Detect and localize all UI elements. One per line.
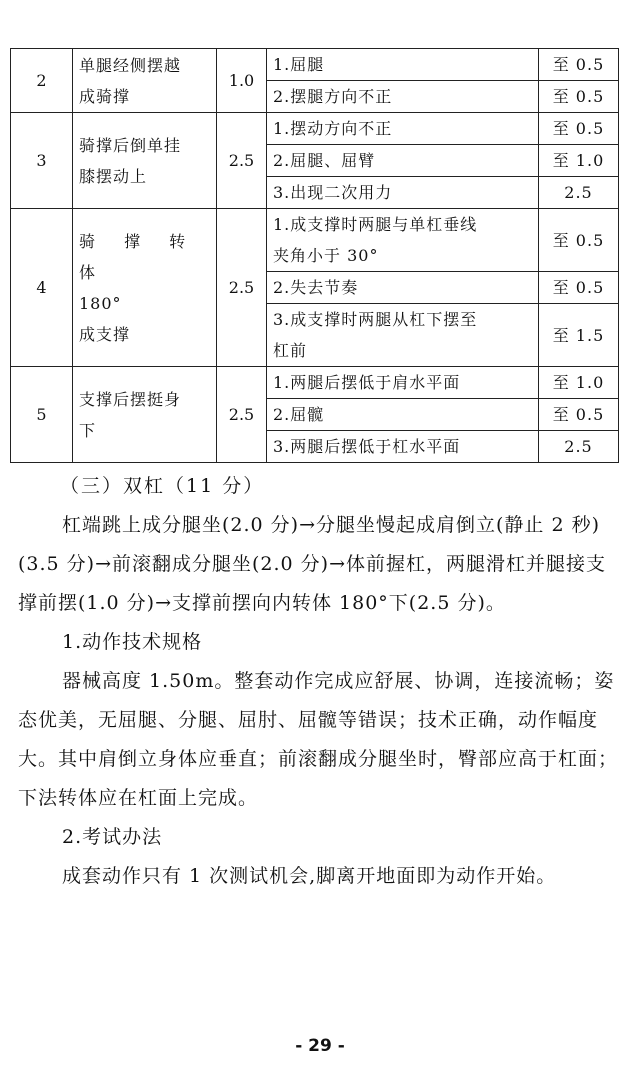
error-description-line: 2.摆腿方向不正 xyxy=(273,87,393,106)
error-description xyxy=(267,272,539,304)
movement-score: 2.5 xyxy=(217,209,267,367)
deduction-table xyxy=(10,48,619,463)
deduction-value: 至 0.5 xyxy=(539,49,619,81)
deduction-value: 2.5 xyxy=(539,431,619,463)
error-description xyxy=(267,304,539,367)
subheading-exam-method: 2.考试办法 xyxy=(62,826,163,848)
error-description xyxy=(267,399,539,431)
movement-score: 2.5 xyxy=(217,367,267,463)
error-description-line: 2.屈腿、屈臂 xyxy=(273,151,376,170)
table-row xyxy=(11,209,619,272)
error-description xyxy=(267,81,539,113)
error-description-line: 1.两腿后摆低于肩水平面 xyxy=(273,373,461,392)
movement-name-line: 骑撑后倒单挂 xyxy=(79,135,182,155)
error-description xyxy=(267,49,539,81)
deduction-value: 至 1.0 xyxy=(539,367,619,399)
movement-name xyxy=(73,367,217,463)
movement-score: 2.5 xyxy=(217,113,267,209)
paragraph-exam-method: 成套动作只有 1 次测试机会,脚离开地面即为动作开始。 xyxy=(62,865,557,887)
movement-name-line: 单腿经侧摆越 xyxy=(79,55,182,75)
deduction-value: 至 1.5 xyxy=(539,304,619,367)
error-description-line: 2.失去节奏 xyxy=(273,278,359,297)
item-number: 2 xyxy=(11,49,73,113)
error-description xyxy=(267,367,539,399)
movement-name-line: 成骑撑 xyxy=(79,86,131,106)
error-description-line: 3.出现二次用力 xyxy=(273,183,393,202)
deduction-value: 至 1.0 xyxy=(539,145,619,177)
movement-name xyxy=(73,113,217,209)
movement-name-line: 180° xyxy=(79,293,122,313)
deduction-value: 至 0.5 xyxy=(539,272,619,304)
subheading-technical-spec: 1.动作技术规格 xyxy=(62,631,203,653)
table-row xyxy=(11,49,619,81)
page-number: - 29 - xyxy=(295,1036,345,1056)
section-heading: （三）双杠（11 分） xyxy=(60,475,265,497)
movement-score: 1.0 xyxy=(217,49,267,113)
error-description-line: 3.成支撑时两腿从杠下摆至 xyxy=(273,310,478,329)
error-description xyxy=(267,113,539,145)
movement-name-line: 膝摆动上 xyxy=(79,166,148,186)
paragraph-routine: 杠端跳上成分腿坐(2.0 分)→分腿坐慢起成肩倒立(静止 2 秒)(3.5 分)→前滚翻成分腿坐(2.0 分)→体前握杠，两腿滑杠并腿接支撑前摆(1.0 分)→支撑前摆向内转体 180°下(2.5 分)。 xyxy=(18,514,607,614)
movement-name-line: 成支撑 xyxy=(79,324,131,344)
error-description xyxy=(267,145,539,177)
item-number: 4 xyxy=(11,209,73,367)
error-description-line: 3.两腿后摆低于杠水平面 xyxy=(273,437,461,456)
movement-name xyxy=(73,49,217,113)
paragraph-technical-spec: 器械高度 1.50m。整套动作完成应舒展、协调，连接流畅；姿态优美，无屈腿、分腿、屈肘、屈髋等错误；技术正确，动作幅度大。其中肩倒立身体应垂直；前滚翻成分腿坐时，臀部应高于杠面；下法转体应在杠面上完成。 xyxy=(18,670,619,809)
error-description xyxy=(267,177,539,209)
error-description-line: 杠前 xyxy=(273,341,308,360)
item-number: 5 xyxy=(11,367,73,463)
deduction-value: 至 0.5 xyxy=(539,113,619,145)
item-number: 3 xyxy=(11,113,73,209)
error-description xyxy=(267,431,539,463)
error-description-line: 1.成支撑时两腿与单杠垂线 xyxy=(273,215,478,234)
movement-name-line: 骑 撑 转 体 xyxy=(79,231,198,282)
error-description xyxy=(267,209,539,272)
deduction-value: 2.5 xyxy=(539,177,619,209)
movement-name-line: 支撑后摆挺身 xyxy=(79,389,182,409)
deduction-value: 至 0.5 xyxy=(539,81,619,113)
movement-name-line: 下 xyxy=(79,420,97,440)
table-row xyxy=(11,367,619,399)
movement-name xyxy=(73,209,217,367)
deduction-value: 至 0.5 xyxy=(539,399,619,431)
error-description-line: 1.摆动方向不正 xyxy=(273,119,393,138)
error-description-line: 2.屈髋 xyxy=(273,405,325,424)
error-description-line: 1.屈腿 xyxy=(273,55,325,74)
table-row xyxy=(11,113,619,145)
error-description-line: 夹角小于 30° xyxy=(273,246,379,265)
deduction-value: 至 0.5 xyxy=(539,209,619,272)
